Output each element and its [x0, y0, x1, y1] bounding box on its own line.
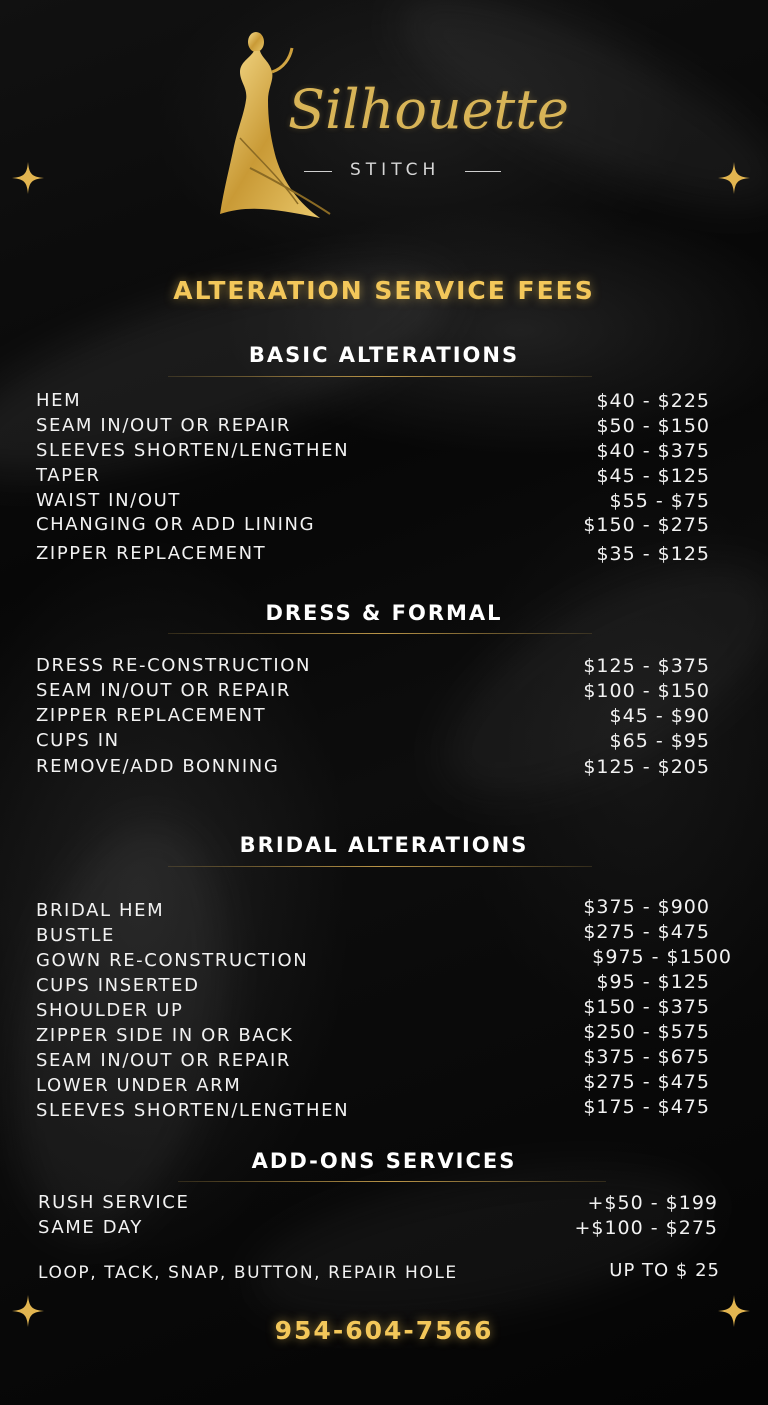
service-name: RUSH SERVICE	[38, 1192, 190, 1213]
section-divider	[168, 633, 592, 634]
price-row	[0, 440, 768, 465]
service-name: SEAM IN/OUT OR REPAIR	[36, 680, 291, 701]
price-row	[0, 390, 768, 415]
section-divider	[168, 376, 592, 377]
service-name: WAIST IN/OUT	[36, 490, 181, 511]
service-name: SEAM IN/OUT OR REPAIR	[36, 1050, 291, 1071]
price-row	[0, 1217, 768, 1242]
service-name: BUSTLE	[36, 925, 115, 946]
price-row	[0, 655, 768, 680]
service-name: REMOVE/ADD BONNING	[36, 756, 280, 777]
service-name: SLEEVES SHORTEN/LENGTHEN	[36, 1100, 350, 1121]
price-row	[0, 465, 768, 490]
price-row	[0, 543, 768, 568]
brand-logo	[210, 28, 569, 228]
price-row	[0, 756, 768, 781]
service-price: $45 - $90	[609, 705, 710, 727]
page-title: ALTERATION SERVICE FEES	[173, 276, 595, 305]
brand-name: Silhouette	[288, 78, 569, 141]
brand-line-right	[465, 171, 501, 172]
price-row	[0, 680, 768, 705]
four-point-star-icon	[718, 162, 750, 194]
price-row	[0, 1096, 768, 1125]
service-name: SAME DAY	[38, 1217, 143, 1238]
service-name: HEM	[36, 390, 82, 411]
service-name: CUPS INSERTED	[36, 975, 200, 996]
service-price: $50 - $150	[596, 415, 710, 437]
service-price: $150 - $375	[583, 996, 710, 1018]
service-price: $55 - $75	[609, 490, 710, 512]
service-price: $975 - $1500	[592, 946, 732, 968]
service-price: $40 - $225	[596, 390, 710, 412]
price-row	[0, 730, 768, 755]
service-name: DRESS RE-CONSTRUCTION	[36, 655, 312, 676]
service-price: $35 - $125	[596, 543, 710, 565]
section-title-basic: BASIC ALTERATIONS	[248, 343, 520, 367]
service-name: SEAM IN/OUT OR REPAIR	[36, 415, 291, 436]
section-divider	[178, 1181, 606, 1182]
service-name: GOWN RE-CONSTRUCTION	[36, 950, 309, 971]
service-name: LOWER UNDER ARM	[36, 1075, 242, 1096]
section-title-dress: DRESS & FORMAL	[265, 601, 503, 625]
service-price: $95 - $125	[596, 971, 710, 993]
service-name: SHOULDER UP	[36, 1000, 184, 1021]
four-point-star-icon	[12, 162, 44, 194]
service-name: SLEEVES SHORTEN/LENGTHEN	[36, 440, 350, 461]
price-row	[0, 1260, 768, 1288]
service-name: CUPS IN	[36, 730, 120, 751]
service-price: $125 - $205	[583, 756, 710, 778]
service-price: +$50 - $199	[587, 1192, 718, 1214]
brand-subtitle: STITCH	[350, 160, 441, 180]
service-price: $65 - $95	[609, 730, 710, 752]
service-name: ZIPPER REPLACEMENT	[36, 543, 267, 564]
section-title-bridal: BRIDAL ALTERATIONS	[239, 833, 529, 857]
service-name: BRIDAL HEM	[36, 900, 165, 921]
price-row	[0, 705, 768, 730]
service-name: ZIPPER SIDE IN OR BACK	[36, 1025, 294, 1046]
service-price: UP TO $ 25	[609, 1260, 720, 1281]
service-price: +$100 - $275	[574, 1217, 718, 1239]
service-price: $175 - $475	[583, 1096, 710, 1118]
service-price: $275 - $475	[583, 1071, 710, 1093]
service-name: ZIPPER REPLACEMENT	[36, 705, 267, 726]
service-price: $45 - $125	[596, 465, 710, 487]
price-row	[0, 415, 768, 440]
service-price: $40 - $375	[596, 440, 710, 462]
phone-number[interactable]: 954-604-7566	[274, 1316, 494, 1345]
service-price: $100 - $150	[583, 680, 710, 702]
service-price: $375 - $900	[583, 896, 710, 918]
service-price: $250 - $575	[583, 1021, 710, 1043]
service-name: LOOP, TACK, SNAP, BUTTON, REPAIR HOLE	[38, 1263, 458, 1283]
service-price: $375 - $675	[583, 1046, 710, 1068]
section-title-addons: ADD-ONS SERVICES	[251, 1149, 517, 1173]
service-price: $125 - $375	[583, 655, 710, 677]
price-row	[0, 1192, 768, 1217]
service-price: $150 - $275	[583, 514, 710, 536]
price-row	[0, 490, 768, 515]
service-name: CHANGING OR ADD LINING	[36, 514, 316, 535]
price-row	[0, 514, 768, 539]
service-name: TAPER	[36, 465, 101, 486]
section-divider	[168, 866, 592, 867]
service-price: $275 - $475	[583, 921, 710, 943]
brand-line-left	[304, 171, 332, 172]
